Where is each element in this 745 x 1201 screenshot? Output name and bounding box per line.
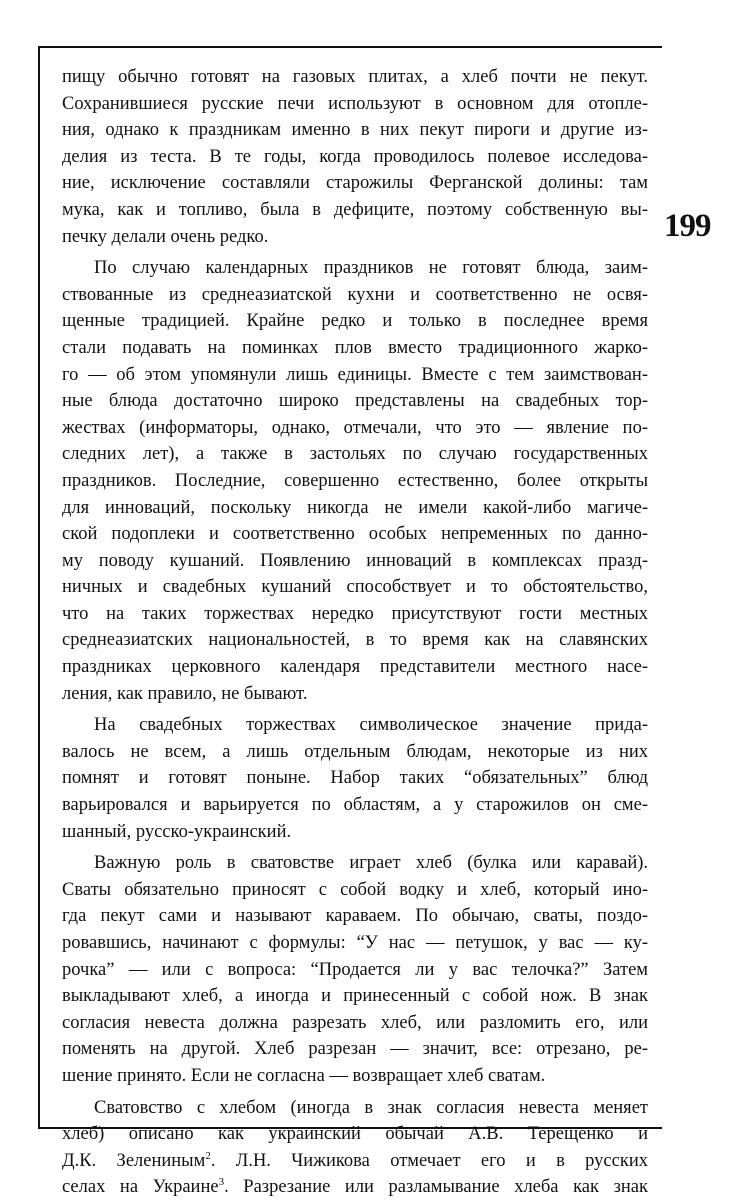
text-line: Сватовство с хлебом (иногда в знак согласия невеста меняет [94, 1097, 648, 1118]
text-line: шанный, русско-украинский. [62, 821, 292, 842]
text-line [62, 1148, 648, 1175]
text-line: жествах (информаторы, однако, отмечали, что это — явление по- [62, 417, 648, 438]
text-line: ные блюда достаточно широко представлены на свадебных тор- [62, 391, 648, 412]
text-line: среднеазиатских национальностей, в то время как на славянских [62, 630, 648, 651]
text-line: варьировался и варьируется по областям, а у старожилов он сме- [62, 795, 648, 816]
page-number: 199 [664, 208, 711, 244]
text-line: следних лет), а также в застольях по случаю государственных [62, 444, 648, 465]
text-line: ния, однако к праздникам именно в них пекут пироги и другие из- [62, 120, 648, 141]
text-line: что на таких торжествах нередко присутствуют гости местных [62, 603, 648, 624]
text-line: рочка” — или с вопроса: “Продается ли у вас телочка?” Затем [62, 959, 648, 980]
text-line: валось не всем, а лишь отдельным блюдам, некоторые из них [62, 741, 648, 762]
text-line: согласия невеста должна разрезать хлеб, или разломить его, или [62, 1012, 648, 1033]
text-fragment: селах на Украине [62, 1177, 219, 1198]
text-line: На свадебных торжествах символическое значение прида- [94, 715, 648, 736]
text-line: ствованные из среднеазиатской кухни и соответственно не освя- [62, 284, 648, 305]
text-line: стали подавать на поминках плов вместо традиционного жарко- [62, 337, 648, 358]
text-line: Важную роль в сватовстве играет хлеб (булка или каравай). [94, 853, 648, 874]
text-line: ничных и свадебных кушаний способствует и то обстоятельство, [62, 577, 648, 598]
text-line: По случаю календарных праздников не готовят блюда, заим- [94, 258, 648, 279]
footnote-mark: 3 [218, 1176, 225, 1189]
text-line: селах на Украине$^3$. Разрезание или разламывание хлеба как знак [62, 1176, 648, 1198]
text-line: для инноваций, поскольку никогда не имели какой-либо магиче- [62, 497, 648, 518]
text-line: го — об этом упомянули лишь единицы. Вместе с тем заимствован- [62, 364, 648, 385]
text-line: поменять на другой. Хлеб разрезан — значит, все: отрезано, ре- [62, 1039, 648, 1060]
text-line: ской подоплеки и соответственно особых непременных по данно- [62, 524, 648, 545]
footnote-mark: 2 [205, 1149, 211, 1162]
text-line: шение принято. Если не согласна — возвращает хлеб сватам. [62, 1065, 546, 1086]
body-text [62, 64, 648, 1201]
text-line: хлеб) описано как украинский обычай А.В. Терещенко и [62, 1124, 648, 1145]
text-fragment: Разрезание или разламывание хлеба как знак [243, 1177, 648, 1198]
text-line: му поводу кушаний. Появлению инноваций в комплексах празд- [62, 550, 648, 571]
text-fragment: Д.К. Зелениным [62, 1150, 206, 1171]
text-line: пищу обычно готовят на газовых плитах, а хлеб почти не пекут. [62, 67, 648, 87]
text-line: делия из теста. В те годы, когда проводилось полевое исследова- [62, 146, 648, 167]
text-line: мука, как и топливо, была в дефиците, поэтому собственную вы- [62, 199, 648, 220]
text-line: ровавшись, начинают с формулы: “У нас — петушок, у вас — ку- [62, 933, 648, 953]
text-line: гда пекут сами и называют караваем. По обычаю, сваты, поздо- [62, 906, 648, 927]
text-line: ние, исключение составляли старожилы Ферганской долины: там [62, 173, 648, 194]
text-line: помнят и готовят поныне. Набор таких “обязательных” блюд [62, 768, 648, 789]
paragraph-3 [62, 712, 648, 845]
text-line: праздниках церковного календаря представители местного насе- [62, 657, 648, 678]
text-line: Сваты обязательно приносят с собой водку и хлеб, который ино- [62, 879, 648, 900]
text-line: праздников. Последние, совершенно естественно, более открыты [62, 470, 648, 491]
paragraph-2 [62, 255, 648, 707]
text-line: ления, как правило, не бывают. [62, 683, 308, 704]
text-fragment: . Л.Н. Чижикова отмечает его и в русских [210, 1150, 648, 1171]
text-line: Сохранившиеся русские печи используют в основном для отопле- [62, 93, 648, 114]
paragraph-5 [62, 1095, 648, 1201]
text-line: щенные традицией. Крайне редко и только в последнее время [62, 311, 648, 332]
paragraph-4 [62, 850, 648, 1089]
text-line: выкладывают хлеб, а иногда и принесенный с собой нож. В знак [62, 986, 648, 1007]
text-line: печку делали очень редко. [62, 226, 269, 247]
paragraph-1 [62, 64, 648, 250]
